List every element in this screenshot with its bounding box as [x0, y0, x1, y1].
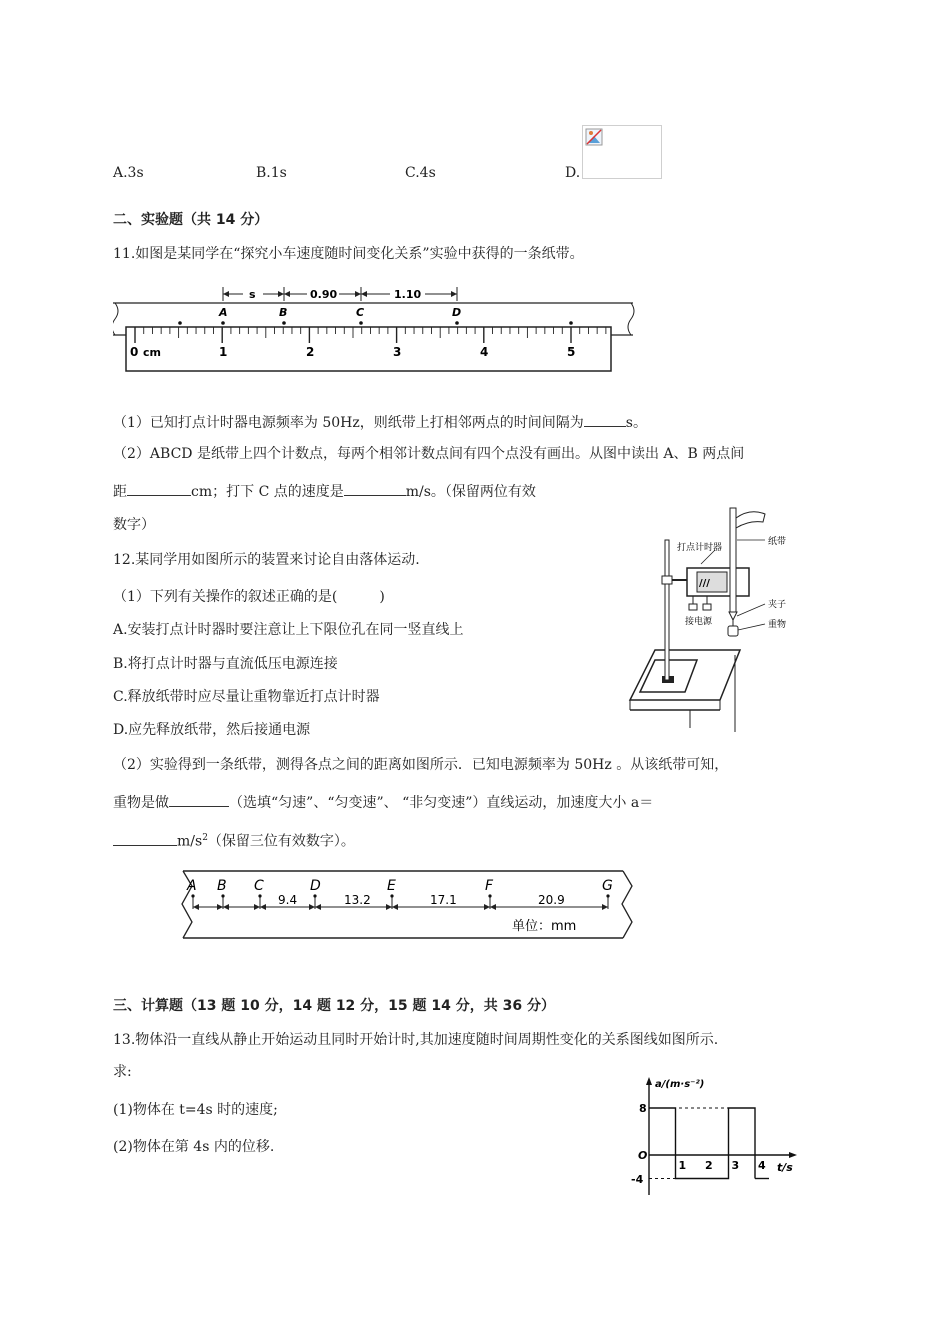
point-a: A — [219, 306, 228, 319]
ruler-tick-2: 2 — [306, 345, 315, 359]
ruler-tick-1: 1 — [219, 345, 228, 359]
ruler-unit: cm — [143, 346, 161, 359]
tape-point-e: E — [387, 878, 396, 894]
q13-part1: (1)物体在 t=4s 时的速度; — [113, 1102, 278, 1118]
tape-point-c: C — [254, 878, 264, 894]
ruler-tick-3: 3 — [393, 345, 402, 359]
q13-stem-2: 求: — [113, 1064, 132, 1080]
q11-part2-line2: 距 cm；打下 C 点的速度是 m/s。（保留两位有效 — [113, 481, 536, 501]
tape-point-g: G — [602, 878, 613, 894]
free-fall-apparatus-figure — [625, 500, 825, 732]
tape-point-f: F — [485, 878, 494, 894]
dim-090: 0.90 — [310, 288, 338, 301]
q11-part2-line3: 数字） — [113, 517, 155, 533]
svg-text:///: /// — [699, 578, 710, 589]
ruler-tick-4: 4 — [480, 345, 489, 359]
y-tick-8: 8 — [639, 1102, 647, 1115]
ruler-tape-figure — [113, 283, 643, 375]
dim-110: 1.10 — [394, 288, 422, 301]
x-tick-4: 4 — [758, 1159, 766, 1172]
q13-part2: (2)物体在第 4s 内的位移. — [113, 1139, 275, 1155]
q12-stem: 12.某同学用如图所示的装置来讨论自由落体运动. — [113, 552, 420, 568]
tape-dist-cd: 9.4 — [278, 893, 298, 907]
x-tick-3: 3 — [731, 1159, 740, 1172]
tape-dist-de: 13.2 — [344, 893, 371, 907]
y-tick-origin: O — [638, 1149, 648, 1162]
option-b: B.1s — [256, 165, 287, 181]
tape-dist-ef: 17.1 — [430, 893, 457, 907]
option-c: C.4s — [405, 165, 436, 181]
x-axis-label: t/s — [777, 1161, 793, 1174]
q12-option-b: B.将打点计时器与直流低压电源连接 — [113, 656, 338, 672]
q12-part2-line3: $m/s^2$（保留三位有效数字）。 — [113, 829, 355, 851]
tape-point-d: D — [310, 878, 321, 894]
label-weight: 重物 — [768, 620, 787, 630]
tape-point-a: A — [187, 878, 197, 894]
option-a: A.3s — [113, 165, 144, 181]
x-tick-1: 1 — [678, 1159, 687, 1172]
q12-part1: （1）下列有关操作的叙述正确的是( ) — [113, 589, 385, 605]
dim-s: s — [249, 288, 256, 301]
q11-part1: （1）已知打点计时器电源频率为 50Hz，则纸带上打相邻两点的时间间隔为 s。 — [113, 412, 647, 432]
q11-stem: 11.如图是某同学在“探究小车速度随时间变化关系”实验中获得的一条纸带。 — [113, 246, 584, 262]
drop-tape-figure — [178, 868, 638, 944]
label-power: 接电源 — [685, 617, 713, 627]
q12-part2-line2: 重物是做 （选填“匀速”、“匀变速”、 “非匀变速”）直线运动，加速度大小 a＝ — [113, 792, 653, 812]
ruler-tick-5: 5 — [567, 345, 576, 359]
ruler-tick-0: 0 — [130, 345, 139, 359]
tape-unit: 单位：mm — [512, 919, 577, 934]
q12-option-a: A.安装打点计时器时要注意让上下限位孔在同一竖直线上 — [113, 622, 464, 638]
q13-stem: 13.物体沿一直线从静止开始运动且同时开始计时,其加速度随时间周期性变化的关系图线如图所示. — [113, 1032, 719, 1048]
tape-dist-fg: 20.9 — [538, 893, 565, 907]
point-d: D — [452, 306, 462, 319]
y-axis-label: a/(m·s⁻²) — [655, 1079, 705, 1090]
label-timer: 打点计时器 — [677, 543, 723, 553]
broken-image-icon — [582, 125, 662, 179]
tape-point-b: B — [217, 878, 227, 894]
x-tick-2: 2 — [705, 1159, 713, 1172]
point-c: C — [356, 306, 365, 319]
q11-part2-line1: （2）ABCD 是纸带上四个计数点，每两个相邻计数点间有四个点没有画出。从图中读出 A、B 两点间 — [113, 446, 745, 462]
label-tape: 纸带 — [768, 537, 787, 547]
q12-option-c: C.释放纸带时应尽量让重物靠近打点计时器 — [113, 689, 380, 705]
q12-option-d: D.应先释放纸带，然后接通电源 — [113, 722, 311, 738]
point-b: B — [279, 306, 288, 319]
label-clip: 夹子 — [768, 600, 787, 610]
y-tick-neg4: -4 — [631, 1173, 644, 1186]
option-d: D. — [565, 165, 581, 181]
section-3-title: 三、计算题（13 题 10 分，14 题 12 分，15 题 14 分，共 36 分） — [113, 998, 555, 1014]
acceleration-time-chart — [625, 1075, 805, 1200]
section-2-title: 二、实验题（共 14 分） — [113, 212, 269, 228]
q12-part2-line1: （2）实验得到一条纸带，测得各点之间的距离如图所示．已知电源频率为 50Hz 。从该纸带可知， — [113, 757, 729, 773]
